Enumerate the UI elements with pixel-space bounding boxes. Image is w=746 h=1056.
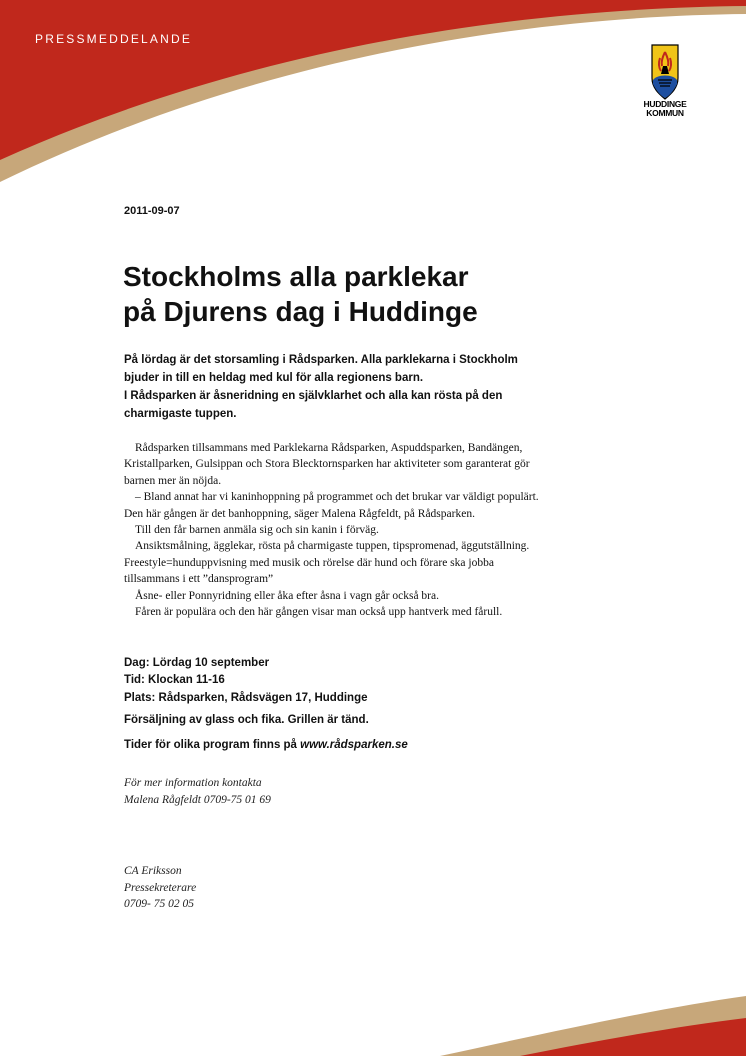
body-text: [124, 440, 594, 620]
coat-of-arms-icon: [651, 44, 679, 100]
event-time: Tid: Klockan 11-16: [124, 674, 225, 687]
headline-line: på Djurens dag i Huddinge: [123, 296, 478, 327]
event-details: [124, 655, 368, 707]
sales-note: Försäljning av glass och fika. Grillen är tänd.: [124, 714, 369, 726]
program-text: Tider för olika program finns på: [124, 739, 301, 751]
release-date: 2011-09-07: [124, 205, 180, 217]
signature-title: Pressekreterare: [124, 881, 197, 894]
body-line: Fåren är populära och den här gången visar man också upp hantverk med fårull.: [135, 606, 503, 619]
program-note: [124, 739, 408, 751]
body-line: Åsne- eller Ponnyridning eller åka efter åsna i vagn går också bra.: [135, 589, 439, 602]
body-line: Kristallparken, Gulsippan och Stora Blecktornsparken har aktiviteter som garanterat gör: [124, 458, 530, 471]
body-line: Freestyle=hunduppvisning med musik och rörelse där hund och förare ska jobba: [124, 556, 494, 569]
body-line: Till den får barnen anmäla sig och sin kanin i förväg.: [135, 524, 379, 537]
lead-line: bjuder in till en heldag med kul för alla regionens barn.: [124, 372, 424, 384]
huddinge-logo: [636, 44, 694, 117]
contact-line: För mer information kontakta: [124, 777, 262, 789]
lead-line: charmigaste tuppen.: [124, 408, 237, 420]
contact-line: Malena Rågfeldt 0709-75 01 69: [124, 793, 271, 806]
lead-line: På lördag är det storsamling i Rådsparken. Alla parklekarna i Stockholm: [124, 354, 518, 366]
event-place: Plats: Rådsparken, Rådsvägen 17, Huddinge: [124, 691, 368, 704]
signature: [124, 863, 196, 913]
signature-name: CA Eriksson: [124, 865, 182, 877]
contact-info: [124, 775, 271, 808]
headline-line: Stockholms alla parklekar: [123, 261, 469, 292]
lead-line: I Rådsparken är åsneridning en självklarhet och alla kan rösta på den: [124, 390, 503, 402]
body-line: tillsammans i ett ”dansprogram”: [124, 573, 274, 586]
headline: [123, 259, 478, 329]
program-link[interactable]: www.rådsparken.se: [300, 739, 408, 751]
body-line: Ansiktsmålning, ägglekar, rösta på charmigaste tuppen, tipspromenad, äggutställning.: [135, 540, 530, 553]
body-line: barnen mer än nöjda.: [124, 474, 222, 487]
signature-phone: 0709- 75 02 05: [124, 898, 194, 910]
body-line: Rådsparken tillsammans med Parklekarna Rådsparken, Aspuddsparken, Bandängen,: [135, 442, 523, 454]
lead-paragraph: [124, 351, 584, 423]
event-day: Dag: Lördag 10 september: [124, 657, 270, 669]
logo-text-line2: KOMMUN: [646, 107, 684, 118]
body-line: Den här gången är det banhoppning, säger Malena Rågfeldt, på Rådsparken.: [124, 507, 475, 520]
body-line: – Bland annat har vi kaninhoppning på programmet och det brukar var väldigt populärt.: [135, 491, 539, 504]
logo-text-line1: HUDDINGE: [643, 99, 687, 109]
header-label: PRESSMEDDELANDE: [35, 32, 193, 46]
